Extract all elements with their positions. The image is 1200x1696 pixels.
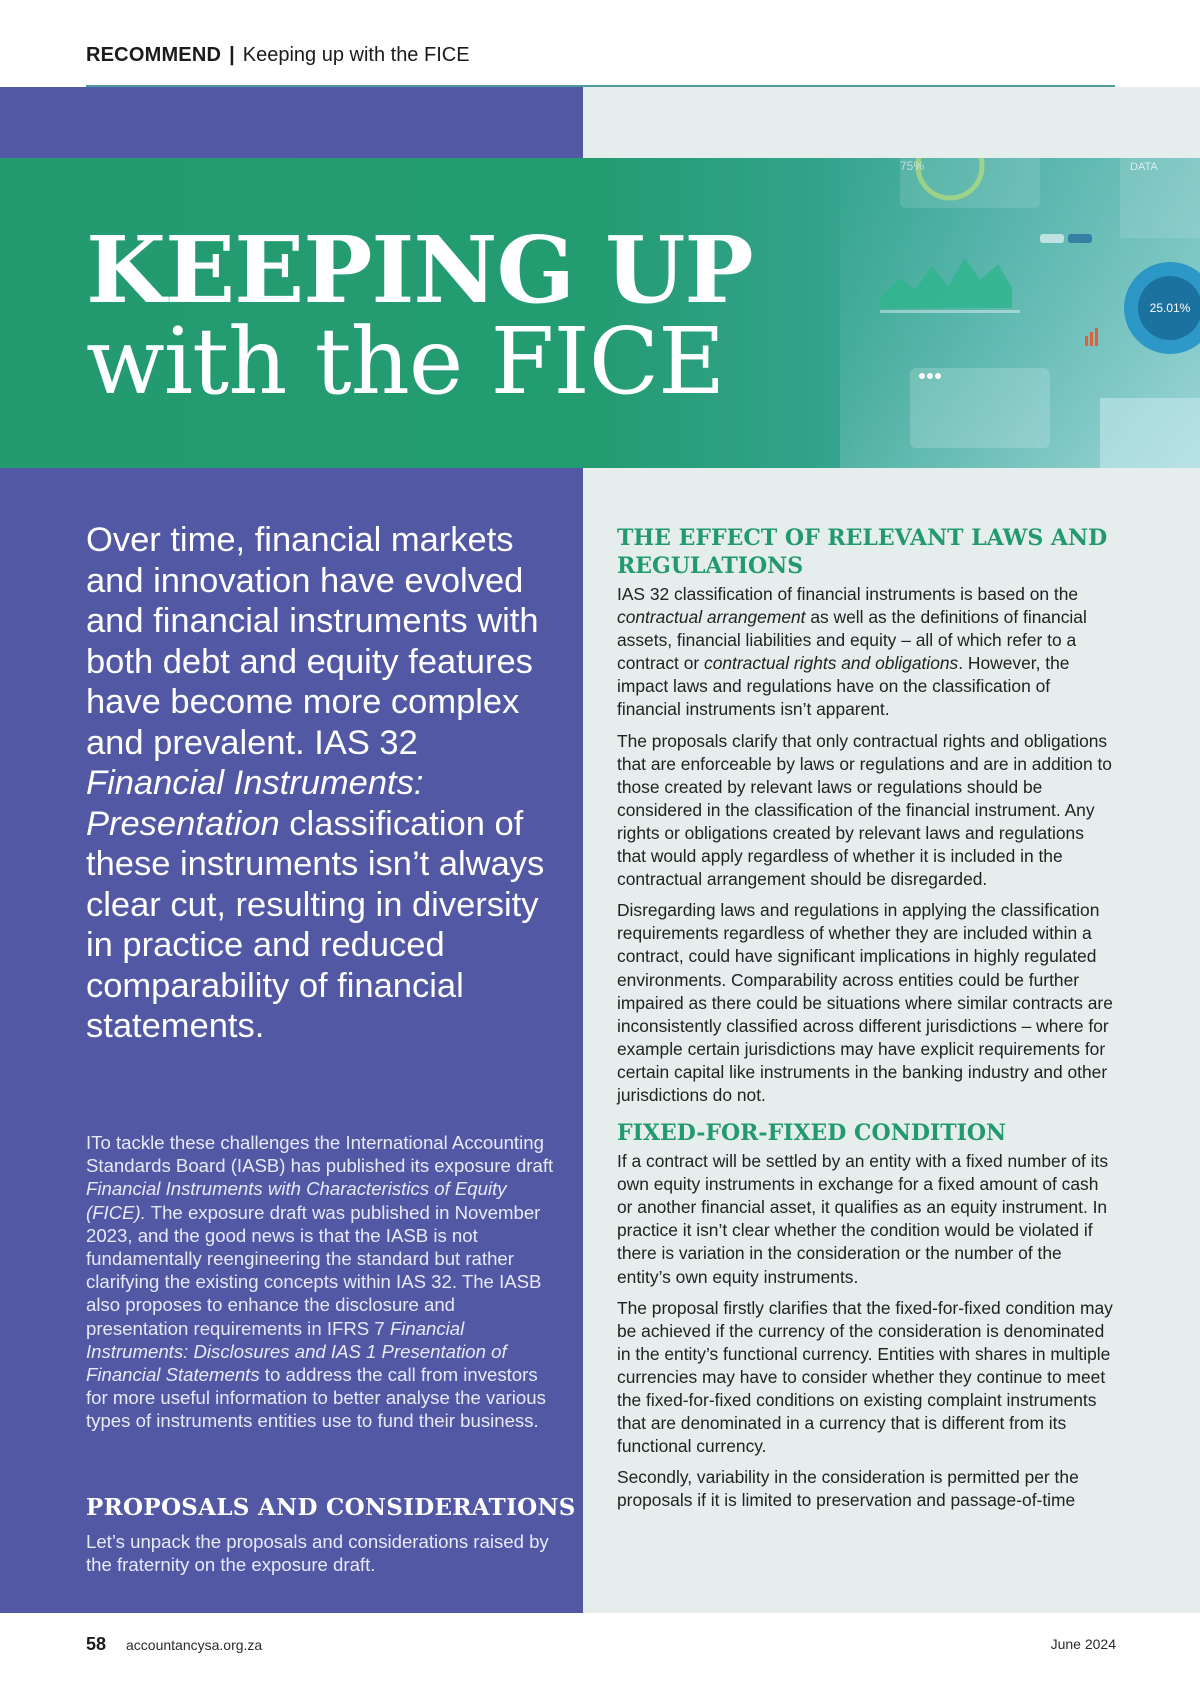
fixed-paragraph-1: If a contract will be settled by an entity with a fixed number of its own equity instruments in exchange for a fixed amount of cash or another financial asset, it qualifies as an equity instrument. In practice it isn’t clear whether the condition would be violated if there is variation in the consideration or the number of the entity’s own equity instruments. bbox=[617, 1151, 1109, 1287]
intro-text-italic: Financial Instruments: Presentation bbox=[86, 764, 424, 843]
left-body-text-c: The exposure draft was published in November 2023, and the good news is that the IASB is not fundamentally reengineering the standard but rather clarifying the existing concepts within IAS 32. The IASB also proposes to enhance the disclosure and presentation requirements in IFRS 7 bbox=[86, 1201, 542, 1339]
laws-p1-italic-b: contractual arrangement bbox=[617, 607, 806, 628]
fixed-paragraph-2: The proposal firstly clarifies that the fixed-for-fixed condition may be achieved if the currency of the consideration is denominated in the entity’s functional currency. Entities with shares in multiple currencies may have to consider whether they continue to meet the fixed-for-fixed conditions on existing complaint instruments that are denominated in a currency that is different from its functional currency. bbox=[617, 1297, 1113, 1457]
hero-banner bbox=[0, 158, 1200, 468]
intro-text-2: classification of these instruments isn’t always clear cut, resulting in diversity in practice and reduced comparability of financial statements. bbox=[86, 804, 545, 1045]
laws-p1-text-a: IAS 32 classification of financial instruments is based on the bbox=[617, 584, 1079, 604]
article-title bbox=[86, 216, 753, 415]
hero-percent-label: 25.01% bbox=[1149, 301, 1191, 315]
left-body-paragraph bbox=[86, 1131, 556, 1433]
section-heading-fixed: FIXED-FOR-FIXED CONDITION bbox=[617, 1120, 1007, 1147]
left-body-text-a: ITo tackle these challenges the International Accounting Standards Board (IASB) has published its exposure draft bbox=[86, 1132, 554, 1177]
running-header bbox=[86, 44, 470, 67]
title-line-2: with the FICE bbox=[86, 308, 725, 415]
intro-text-1: Over time, financial markets and innovation have evolved and financial instruments with both debt and equity features have become more complex and prevalent. IAS 32 bbox=[86, 521, 539, 762]
header-separator: | bbox=[229, 44, 235, 66]
running-title: Keeping up with the FICE bbox=[242, 44, 470, 66]
laws-paragraph-1 bbox=[617, 583, 1117, 722]
right-column bbox=[617, 524, 1117, 1512]
laws-p1-text-e: . However, the impact laws and regulations have on the classification of financial instruments isn’t apparent. bbox=[617, 653, 1070, 720]
title-line-1: KEEPING UP bbox=[86, 216, 753, 324]
hero-data-label: DATA bbox=[1130, 161, 1158, 173]
left-body-text-e: to address the call from investors for more useful information to better analyse the various types of instruments entities use to fund their business. bbox=[86, 1364, 546, 1432]
laws-paragraph-2: The proposals clarify that only contractual rights and obligations that are enforceable by laws or regulations and are in addition to those created by relevant laws or regulations should be considered in the classification of the financial instrument. Any rights or obligations created by relevant laws and regulations that would apply regardless of whether it is included in the contractual arrangement should be disregarded. bbox=[617, 730, 1112, 890]
proposals-paragraph: Let’s unpack the proposals and considerations raised by the fraternity on the exposure draft. bbox=[86, 1531, 549, 1576]
left-body-italic-d: Financial Instruments: Disclosures and IAS 1 Presentation of Financial Statements bbox=[86, 1317, 507, 1386]
section-heading-laws: THE EFFECT OF RELEVANT LAWS AND REGULATIONS bbox=[617, 525, 1108, 579]
laws-p1-italic-d: contractual rights and obligations bbox=[704, 653, 959, 674]
laws-p1-text-c: as well as the definitions of financial assets, financial liabilities and equity – all of which refer to a contract or bbox=[617, 607, 1087, 674]
hero-ring-label: 75% bbox=[900, 159, 925, 173]
left-body-italic-b: Financial Instruments with Characteristics of Equity (FICE). bbox=[86, 1178, 507, 1223]
section-label: RECOMMEND bbox=[86, 44, 222, 66]
footer-website: accountancysa.org.za bbox=[126, 1637, 263, 1653]
footer-date: June 2024 bbox=[1050, 1636, 1116, 1652]
section-heading-proposals: PROPOSALS AND CONSIDERATIONS bbox=[86, 1494, 576, 1521]
hero-dashboard-image bbox=[840, 158, 1200, 468]
fixed-paragraph-3: Secondly, variability in the consideration is permitted per the proposals if it is limited to preservation and passage-of-time bbox=[617, 1467, 1079, 1511]
laws-paragraph-3: Disregarding laws and regulations in applying the classification requirements regardless of whether they are included within a contract, could have significant implications in highly regulated environments. Comparability across entities could be further impaired as there could be situations where similar contracts are inconsistently classified across different jurisdictions – where for example certain jurisdictions may have explicit requirements for certain capital like instruments in the banking industry and other jurisdictions do not. bbox=[617, 900, 1113, 1105]
intro-standfirst bbox=[86, 520, 556, 1047]
page-number: 58 bbox=[86, 1634, 107, 1654]
